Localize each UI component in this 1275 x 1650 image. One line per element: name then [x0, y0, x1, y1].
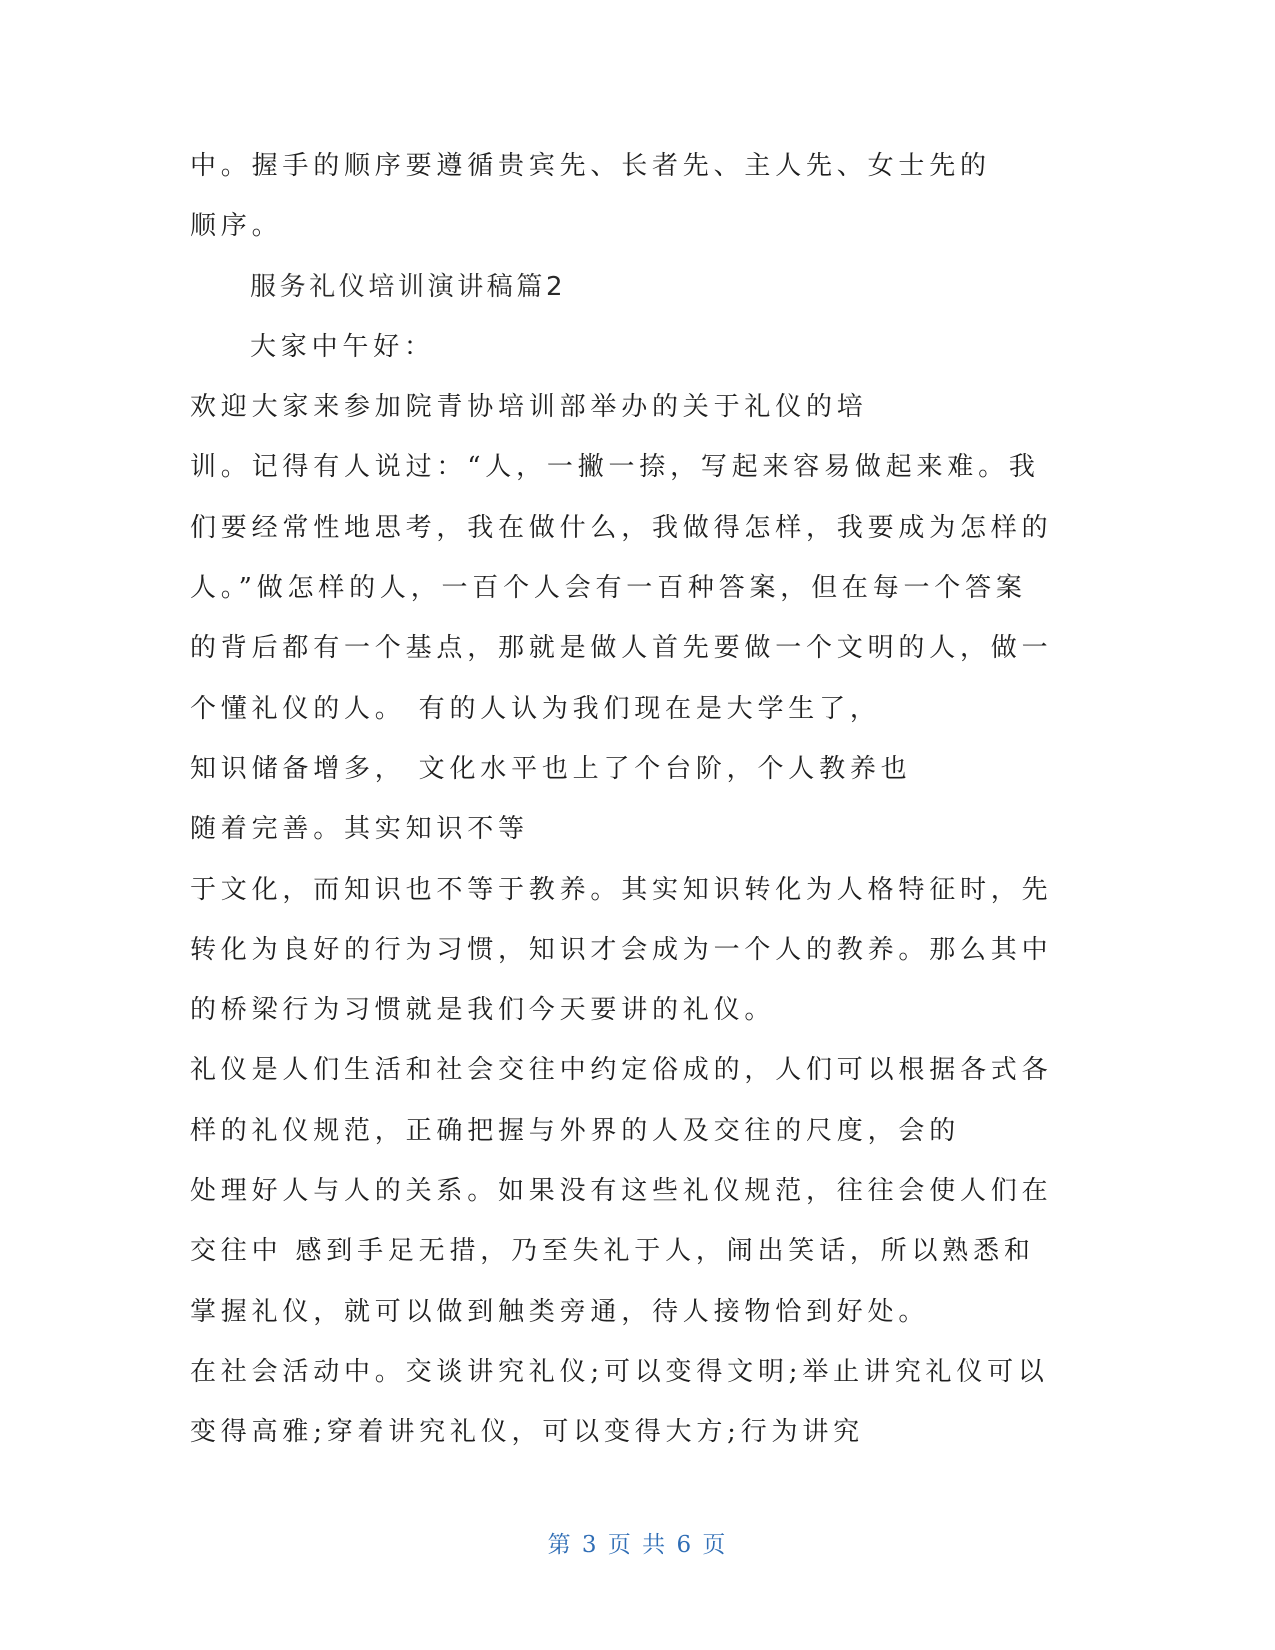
text-line: 样的礼仪规范，正确把握与外界的人及交往的尺度，会的: [190, 1115, 961, 1146]
text-line: 交往中 感到手足无措，乃至失礼于人，闹出笑话，所以熟悉和: [190, 1236, 1035, 1267]
text-line: 中。握手的顺序要遵循贵宾先、长者先、主人先、女士先的: [190, 151, 991, 181]
text-line: 顺序。: [190, 211, 283, 242]
document-body: [190, 136, 1150, 1463]
text-line: 的桥梁行为习惯就是我们今天要讲的礼仪。: [190, 995, 776, 1026]
text-line: 礼仪是人们生活和社会交往中约定俗成的，人们可以根据各式各: [190, 1055, 1053, 1086]
text-line: 于文化，而知识也不等于教养。其实知识转化为人格特征时，先: [190, 874, 1053, 905]
text-line: 掌握礼仪，就可以做到触类旁通，待人接物恰到好处。: [190, 1296, 930, 1327]
text-line: 知识储备增多， 文化水平也上了个台阶，个人教养也: [190, 753, 912, 784]
text-line: 处理好人与人的关系。如果没有这些礼仪规范，往往会使人们在: [190, 1176, 1053, 1207]
text-line: 随着完善。其实知识不等: [190, 814, 529, 845]
text-line: 个懂礼仪的人。 有的人认为我们现在是大学生了，: [190, 693, 881, 724]
text-line: 转化为良好的行为习惯，知识才会成为一个人的教养。那么其中: [190, 934, 1053, 965]
text-line: 人。”做怎样的人，一百个人会有一百种答案，但在每一个答案: [190, 573, 1027, 604]
text-line: 训。记得有人说过：“人，一撇一捺，写起来容易做起来难。我: [190, 452, 1040, 483]
text-line: 的背后都有一个基点，那就是做人首先要做一个文明的人，做一: [190, 633, 1053, 664]
section-heading: 服务礼仪培训演讲稿篇2: [250, 271, 567, 302]
page-number-footer: 第 3 页 共 6 页: [547, 1532, 728, 1558]
text-line: 变得高雅;穿着讲究礼仪，可以变得大方;行为讲究: [190, 1417, 864, 1448]
text-line: 欢迎大家来参加院青协培训部举办的关于礼仪的培: [190, 392, 868, 423]
greeting-line: 大家中午好：: [250, 331, 435, 362]
text-line: 们要经常性地思考，我在做什么，我做得怎样，我要成为怎样的: [190, 512, 1053, 543]
text-line: 在社会活动中。交谈讲究礼仪;可以变得文明;举止讲究礼仪可以: [190, 1356, 1049, 1387]
